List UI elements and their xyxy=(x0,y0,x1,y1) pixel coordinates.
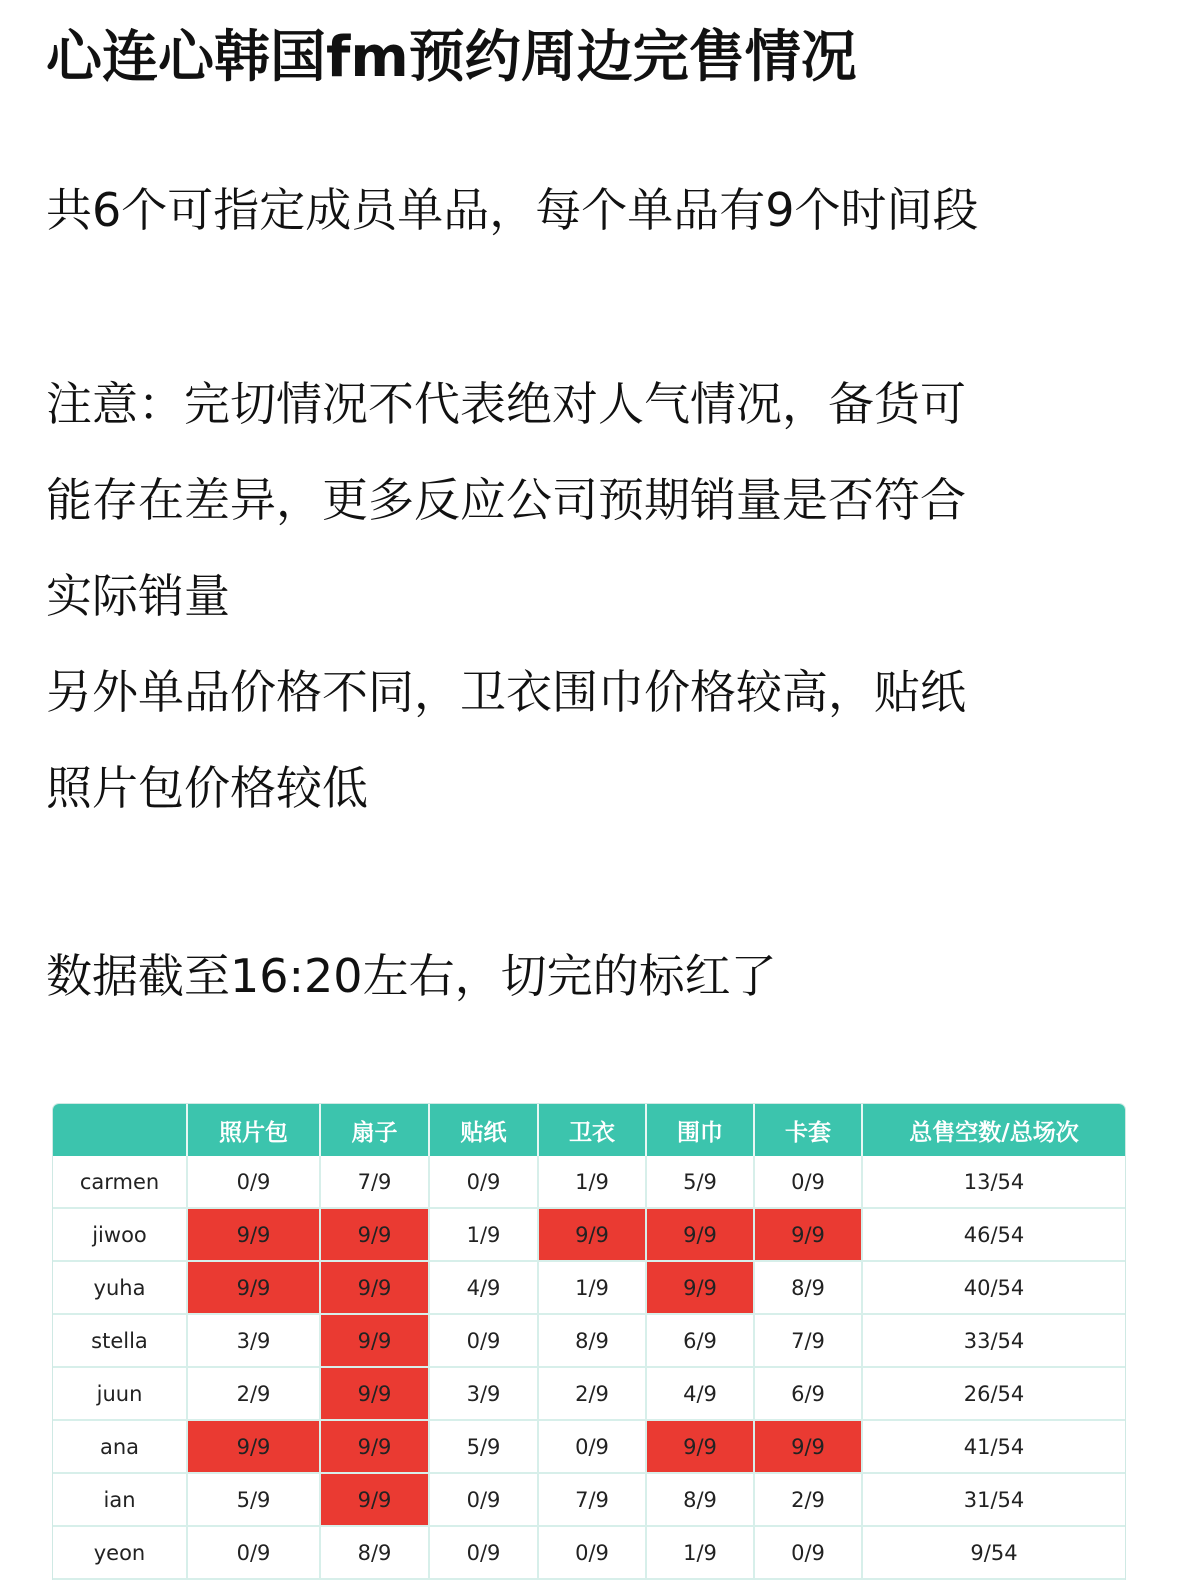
member-name-cell: ana xyxy=(53,1420,187,1473)
soldout-cell: 9/9 xyxy=(320,1420,429,1473)
sales-cell: 8/9 xyxy=(646,1473,754,1526)
soldout-cell: 9/9 xyxy=(187,1208,320,1261)
soldout-cell: 9/9 xyxy=(320,1208,429,1261)
soldout-table xyxy=(53,1104,1125,1580)
total-cell: 46/54 xyxy=(862,1208,1125,1261)
post-title: 心连心韩国fm预约周边完售情况 xyxy=(46,25,857,90)
sales-cell: 0/9 xyxy=(429,1473,538,1526)
sales-cell: 0/9 xyxy=(187,1526,320,1579)
header-cell-card-holder: 卡套 xyxy=(754,1104,862,1156)
member-name-cell: yuha xyxy=(53,1261,187,1314)
post-line-note-2: 能存在差异，更多反应公司预期销量是否符合 xyxy=(46,473,966,527)
sales-cell: 4/9 xyxy=(646,1367,754,1420)
table-row xyxy=(53,1420,1125,1473)
header-cell-scarf: 围巾 xyxy=(646,1104,754,1156)
sales-cell: 2/9 xyxy=(754,1473,862,1526)
total-cell: 31/54 xyxy=(862,1473,1125,1526)
post-line-items-info: 共6个可指定成员单品，每个单品有9个时间段 xyxy=(46,183,979,237)
sales-cell: 5/9 xyxy=(187,1473,320,1526)
sales-cell: 3/9 xyxy=(187,1314,320,1367)
sales-cell: 0/9 xyxy=(429,1526,538,1579)
soldout-cell: 9/9 xyxy=(646,1208,754,1261)
table-header-row xyxy=(53,1104,1125,1156)
sales-cell: 7/9 xyxy=(320,1156,429,1208)
sales-cell: 8/9 xyxy=(538,1314,646,1367)
member-name-cell: jiwoo xyxy=(53,1208,187,1261)
soldout-cell: 9/9 xyxy=(754,1208,862,1261)
table-row xyxy=(53,1314,1125,1367)
member-name-cell: stella xyxy=(53,1314,187,1367)
soldout-cell: 9/9 xyxy=(646,1261,754,1314)
header-cell-fan: 扇子 xyxy=(320,1104,429,1156)
sales-cell: 8/9 xyxy=(320,1526,429,1579)
post-line-price-1: 另外单品价格不同，卫衣围巾价格较高，贴纸 xyxy=(46,665,966,719)
soldout-cell: 9/9 xyxy=(320,1367,429,1420)
table-row xyxy=(53,1473,1125,1526)
sales-cell: 2/9 xyxy=(187,1367,320,1420)
sales-cell: 6/9 xyxy=(646,1314,754,1367)
sales-cell: 8/9 xyxy=(754,1261,862,1314)
header-cell-hoodie: 卫衣 xyxy=(538,1104,646,1156)
sales-cell: 7/9 xyxy=(538,1473,646,1526)
sales-cell: 5/9 xyxy=(646,1156,754,1208)
table-row xyxy=(53,1208,1125,1261)
total-cell: 13/54 xyxy=(862,1156,1125,1208)
sales-cell: 0/9 xyxy=(429,1314,538,1367)
member-name-cell: carmen xyxy=(53,1156,187,1208)
post-line-price-2: 照片包价格较低 xyxy=(46,761,368,815)
post-line-note-3: 实际销量 xyxy=(46,569,230,623)
sales-cell: 4/9 xyxy=(429,1261,538,1314)
soldout-cell: 9/9 xyxy=(538,1208,646,1261)
sales-cell: 0/9 xyxy=(754,1526,862,1579)
soldout-cell: 9/9 xyxy=(320,1314,429,1367)
table-row xyxy=(53,1526,1125,1579)
total-cell: 33/54 xyxy=(862,1314,1125,1367)
soldout-cell: 9/9 xyxy=(320,1473,429,1526)
sales-cell: 0/9 xyxy=(754,1156,862,1208)
sales-cell: 2/9 xyxy=(538,1367,646,1420)
header-cell-blank xyxy=(53,1104,187,1156)
sales-cell: 1/9 xyxy=(538,1156,646,1208)
member-name-cell: juun xyxy=(53,1367,187,1420)
soldout-table-image xyxy=(53,1104,1125,1580)
soldout-cell: 9/9 xyxy=(187,1420,320,1473)
sales-cell: 0/9 xyxy=(538,1420,646,1473)
sales-cell: 5/9 xyxy=(429,1420,538,1473)
table-row xyxy=(53,1261,1125,1314)
header-cell-total: 总售空数/总场次 xyxy=(862,1104,1125,1156)
sales-cell: 1/9 xyxy=(646,1526,754,1579)
sales-cell: 0/9 xyxy=(429,1156,538,1208)
total-cell: 26/54 xyxy=(862,1367,1125,1420)
sales-cell: 1/9 xyxy=(429,1208,538,1261)
header-cell-sticker: 贴纸 xyxy=(429,1104,538,1156)
total-cell: 9/54 xyxy=(862,1526,1125,1579)
sales-cell: 0/9 xyxy=(187,1156,320,1208)
header-cell-photo-pack: 照片包 xyxy=(187,1104,320,1156)
post-line-note-1: 注意：完切情况不代表绝对人气情况，备货可 xyxy=(46,377,966,431)
soldout-cell: 9/9 xyxy=(754,1420,862,1473)
table-row xyxy=(53,1156,1125,1208)
sales-cell: 1/9 xyxy=(538,1261,646,1314)
sales-cell: 3/9 xyxy=(429,1367,538,1420)
soldout-cell: 9/9 xyxy=(187,1261,320,1314)
sales-cell: 0/9 xyxy=(538,1526,646,1579)
soldout-cell: 9/9 xyxy=(320,1261,429,1314)
total-cell: 40/54 xyxy=(862,1261,1125,1314)
post-line-data-cutoff: 数据截至16:20左右，切完的标红了 xyxy=(46,949,777,1003)
total-cell: 41/54 xyxy=(862,1420,1125,1473)
member-name-cell: yeon xyxy=(53,1526,187,1579)
table-body xyxy=(53,1156,1125,1579)
sales-cell: 7/9 xyxy=(754,1314,862,1367)
sales-cell: 6/9 xyxy=(754,1367,862,1420)
member-name-cell: ian xyxy=(53,1473,187,1526)
table-row xyxy=(53,1367,1125,1420)
soldout-cell: 9/9 xyxy=(646,1420,754,1473)
